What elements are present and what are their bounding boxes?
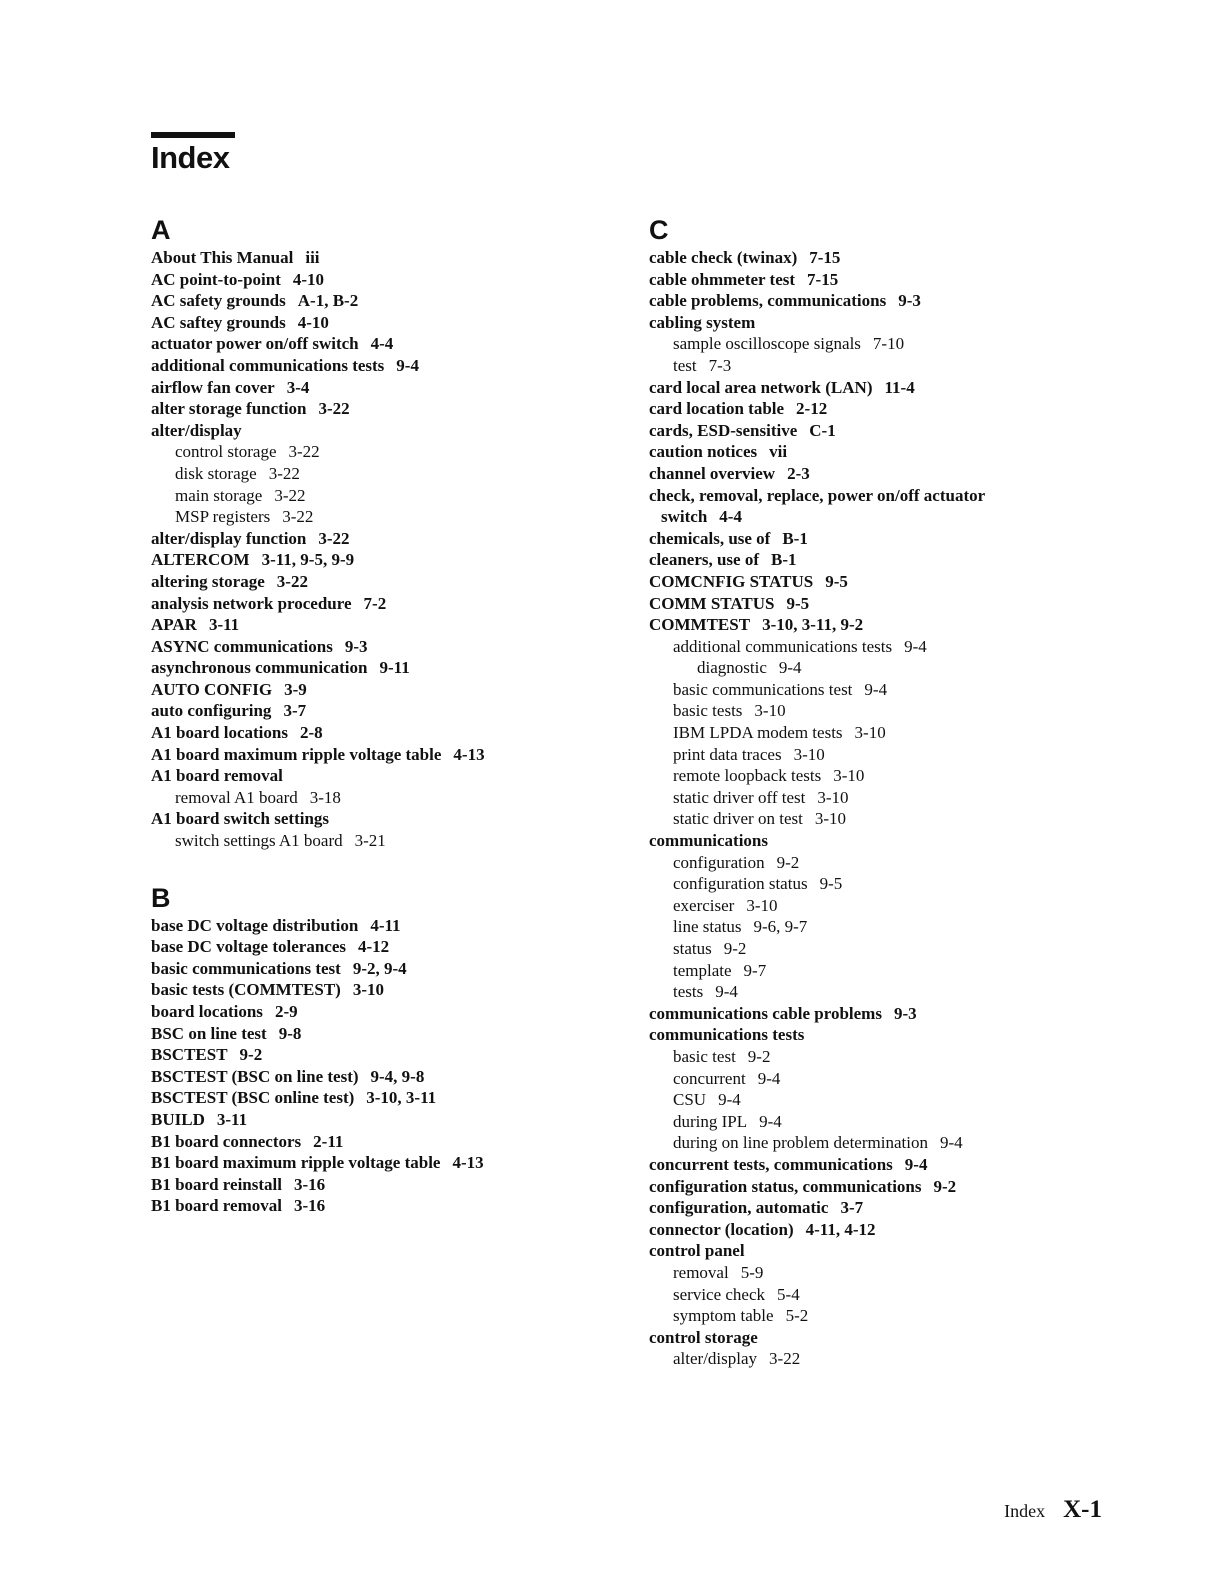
index-pages: 3-22 — [288, 442, 320, 462]
index-pages: 2-3 — [787, 463, 810, 483]
index-pages: 3-22 — [318, 399, 350, 419]
index-pages: 3-22 — [318, 528, 350, 548]
index-entry — [151, 398, 611, 420]
index-term: switch settings A1 board — [175, 831, 343, 851]
index-pages: 3-22 — [282, 507, 314, 527]
index-entry — [151, 420, 611, 442]
page-footer — [1004, 1494, 1102, 1527]
index-entry — [649, 1240, 1119, 1262]
index-term: communications tests — [649, 1025, 805, 1045]
index-entry — [151, 915, 611, 937]
index-term: AC point-to-point — [151, 269, 281, 289]
index-subentry — [151, 830, 611, 852]
index-pages: 4-13 — [453, 744, 485, 764]
index-subentry — [649, 722, 1119, 744]
index-pages: 4-4 — [719, 507, 742, 527]
index-pages: 9-3 — [898, 291, 921, 311]
index-subentry — [649, 355, 1119, 377]
index-entry — [151, 571, 611, 593]
index-pages: 4-12 — [358, 937, 390, 957]
index-subentry — [649, 808, 1119, 830]
index-subentry — [151, 787, 611, 809]
index-subentry — [649, 960, 1119, 982]
index-pages: 9-4 — [759, 1111, 782, 1131]
index-entry — [151, 333, 611, 355]
page-number: X-1 — [1063, 1496, 1102, 1523]
index-term: AC saftey grounds — [151, 312, 286, 332]
index-pages: 3-10 — [833, 766, 865, 786]
index-subentry — [649, 938, 1119, 960]
index-pages: 3-10 — [814, 809, 846, 829]
index-term: COMCNFIG STATUS — [649, 571, 814, 591]
index-entry — [151, 958, 611, 980]
index-pages: 3-10 — [352, 980, 384, 1000]
index-term: base DC voltage tolerances — [151, 937, 346, 957]
index-subentry — [649, 700, 1119, 722]
index-term: A1 board maximum ripple voltage table — [151, 744, 442, 764]
index-section-c — [649, 215, 1119, 1370]
index-term: static driver on test — [673, 809, 803, 829]
index-pages: 3-7 — [840, 1198, 864, 1218]
index-entry — [151, 269, 611, 291]
index-pages: 9-4 — [778, 658, 802, 678]
index-pages: 2-8 — [299, 723, 323, 743]
index-term: check, removal, replace, power on/off actuator — [649, 485, 986, 505]
index-subentry — [151, 441, 611, 463]
index-entry — [151, 765, 611, 787]
index-entry — [151, 549, 611, 571]
index-pages: 2-11 — [313, 1131, 344, 1151]
index-term: concurrent — [673, 1068, 746, 1088]
index-term: auto configuring — [151, 701, 272, 721]
index-pages: 9-4 — [715, 982, 738, 1002]
index-entry — [151, 636, 611, 658]
index-term: actuator power on/off switch — [151, 334, 359, 354]
index-column-left — [151, 215, 611, 1217]
index-term: B1 board removal — [151, 1196, 282, 1216]
index-pages: 3-9 — [284, 679, 307, 699]
index-term: diagnostic — [697, 658, 767, 678]
index-entry — [649, 1327, 1119, 1349]
index-term: static driver off test — [673, 787, 806, 807]
index-term: card location table — [649, 399, 785, 419]
index-subentry — [649, 873, 1119, 895]
index-pages: 4-11 — [370, 915, 401, 935]
index-subentry — [151, 485, 611, 507]
index-term: CSU — [673, 1090, 707, 1110]
index-pages: 5-4 — [777, 1284, 800, 1304]
index-term: line status — [673, 917, 742, 937]
index-entry — [649, 463, 1119, 485]
index-pages: 9-3 — [344, 636, 368, 656]
index-term: BSCTEST — [151, 1045, 228, 1065]
index-pages: 3-7 — [283, 701, 307, 721]
index-term: AUTO CONFIG — [151, 679, 273, 699]
index-pages: 3-10 — [793, 744, 825, 764]
index-entry — [151, 936, 611, 958]
index-entry — [649, 485, 1119, 507]
index-term: configuration status, communications — [649, 1176, 922, 1196]
index-term: B1 board connectors — [151, 1131, 302, 1151]
index-term: removal A1 board — [175, 787, 298, 807]
index-term: ASYNC communications — [151, 636, 333, 656]
index-term: A1 board removal — [151, 766, 283, 786]
index-subentry — [649, 679, 1119, 701]
index-term: control storage — [175, 442, 277, 462]
index-term: asynchronous communication — [151, 658, 368, 678]
index-pages: 9-5 — [819, 874, 843, 894]
index-pages: 3-22 — [276, 571, 308, 591]
index-entry — [151, 679, 611, 701]
index-term: symptom table — [673, 1306, 774, 1326]
index-pages: 7-15 — [807, 269, 839, 289]
index-pages: 5-9 — [740, 1262, 764, 1282]
index-subentry — [151, 506, 611, 528]
index-term: analysis network procedure — [151, 593, 352, 613]
index-entry — [649, 571, 1119, 593]
index-entry — [151, 1131, 611, 1153]
index-term: BSC on line test — [151, 1023, 267, 1043]
index-term: communications cable problems — [649, 1003, 882, 1023]
index-pages: 3-16 — [293, 1174, 326, 1194]
index-subentry — [649, 916, 1119, 938]
section-letter: A — [151, 215, 171, 245]
section-letter: C — [649, 215, 669, 245]
index-term: card local area network (LAN) — [649, 377, 873, 397]
index-entry — [151, 312, 611, 334]
index-term: removal — [673, 1262, 729, 1282]
index-term: basic communications test — [673, 679, 853, 699]
index-subentry — [649, 1284, 1119, 1306]
index-term: switch — [661, 507, 708, 527]
index-entry — [151, 1174, 611, 1196]
index-subentry — [649, 765, 1119, 787]
index-pages: 9-2 — [933, 1176, 957, 1196]
index-subentry — [649, 1262, 1119, 1284]
index-pages: 7-3 — [708, 355, 732, 375]
index-entry — [151, 1066, 611, 1088]
index-term: test — [673, 355, 697, 375]
index-pages: 9-2 — [239, 1045, 263, 1065]
index-entry — [151, 247, 611, 269]
footer-label: Index — [1004, 1501, 1046, 1521]
index-entry — [151, 1195, 611, 1217]
index-term: COMM STATUS — [649, 593, 775, 613]
index-pages: 9-6, 9-7 — [753, 917, 808, 937]
index-term: during IPL — [673, 1111, 748, 1131]
index-pages: 11-4 — [884, 377, 915, 397]
index-term: BUILD — [151, 1109, 205, 1129]
index-term: altering storage — [151, 571, 265, 591]
index-pages: 3-22 — [769, 1349, 801, 1369]
index-term: cable check (twinax) — [649, 248, 798, 267]
index-entry — [649, 830, 1119, 852]
index-term: channel overview — [649, 463, 776, 483]
index-term: COMMTEST — [649, 615, 751, 635]
index-term: control panel — [649, 1241, 745, 1261]
index-term: additional communications tests — [151, 355, 385, 375]
index-term: control storage — [649, 1327, 758, 1347]
index-pages: 4-10 — [292, 269, 325, 289]
index-entry — [649, 398, 1119, 420]
index-term: basic communications test — [151, 958, 341, 978]
index-pages: 4-4 — [370, 334, 394, 354]
index-pages: 3-10 — [854, 723, 886, 743]
page-title: Index — [151, 140, 230, 175]
index-term: ALTERCOM — [151, 550, 250, 570]
index-subentry — [649, 636, 1119, 658]
index-term: basic tests (COMMTEST) — [151, 980, 341, 1000]
index-entry — [649, 1154, 1119, 1176]
index-entry — [151, 593, 611, 615]
index-pages: 3-22 — [274, 485, 306, 505]
index-term: configuration — [673, 852, 765, 872]
index-term: disk storage — [175, 463, 257, 483]
index-pages: 3-4 — [286, 377, 310, 397]
index-term: sample oscilloscope signals — [673, 334, 861, 354]
index-term: cards, ESD-sensitive — [649, 420, 798, 440]
index-term: status — [673, 939, 712, 958]
index-pages: 9-2 — [747, 1046, 771, 1066]
index-entry — [151, 657, 611, 679]
index-subentry — [649, 1046, 1119, 1068]
index-term: About This Manual — [151, 248, 294, 267]
index-term: service check — [673, 1284, 766, 1304]
index-pages: 9-5 — [786, 593, 810, 613]
index-pages: 4-11, 4-12 — [805, 1219, 876, 1239]
index-entry — [649, 377, 1119, 399]
index-term: tests — [673, 982, 704, 1002]
index-pages: 3-10 — [754, 701, 786, 721]
index-entry — [649, 441, 1119, 463]
index-entry — [649, 1197, 1119, 1219]
index-entry — [649, 269, 1119, 291]
index-entry — [151, 722, 611, 744]
index-pages: 3-11, 9-5, 9-9 — [261, 550, 355, 570]
index-term: MSP registers — [175, 507, 271, 527]
index-term: BSCTEST (BSC on line test) — [151, 1066, 359, 1086]
index-subentry — [649, 787, 1119, 809]
index-entry — [649, 593, 1119, 615]
index-subentry — [649, 852, 1119, 874]
index-term: board locations — [151, 1002, 263, 1021]
index-term: cleaners, use of — [649, 550, 760, 570]
index-section-a — [151, 215, 611, 852]
index-pages: 4-13 — [452, 1153, 484, 1173]
index-term: main storage — [175, 485, 263, 505]
index-pages: C-1 — [809, 420, 836, 440]
index-pages: 7-15 — [809, 248, 841, 267]
index-entry — [151, 808, 611, 830]
index-entry — [151, 355, 611, 377]
index-entry — [151, 377, 611, 399]
index-term: concurrent tests, communications — [649, 1154, 893, 1174]
index-pages: 2-9 — [274, 1002, 298, 1021]
index-pages: 9-2, 9-4 — [352, 958, 407, 978]
index-pages: 3-18 — [309, 787, 341, 807]
index-subentry — [649, 1132, 1119, 1154]
index-pages: B-1 — [782, 528, 808, 548]
index-pages: 3-10 — [817, 787, 849, 807]
index-pages: 9-3 — [893, 1003, 917, 1023]
index-term: A1 board locations — [151, 723, 288, 743]
index-term: BSCTEST (BSC online test) — [151, 1088, 355, 1108]
index-pages: 9-4 — [904, 636, 927, 656]
index-term: cable problems, communications — [649, 291, 887, 311]
index-pages: 3-11 — [216, 1109, 248, 1129]
index-pages: 4-10 — [297, 312, 329, 332]
index-term: alter storage function — [151, 399, 307, 419]
index-term: B1 board reinstall — [151, 1174, 282, 1194]
index-entry-continuation — [649, 506, 1119, 528]
index-pages: 5-2 — [785, 1306, 809, 1326]
index-entry — [151, 614, 611, 636]
index-subentry — [151, 463, 611, 485]
index-entry — [649, 420, 1119, 442]
index-pages: 9-2 — [776, 852, 800, 872]
index-entry — [151, 1087, 611, 1109]
index-pages: 7-10 — [872, 334, 905, 354]
section-letter: B — [151, 882, 171, 913]
index-pages: 9-4 — [864, 679, 888, 699]
index-pages: 9-4 — [939, 1133, 963, 1153]
index-pages: 3-16 — [293, 1196, 326, 1216]
index-pages: 9-4, 9-8 — [370, 1066, 425, 1086]
index-entry — [151, 1044, 611, 1066]
index-term: AC safety grounds — [151, 291, 286, 311]
index-term: A1 board switch settings — [151, 809, 330, 829]
index-term: cabling system — [649, 312, 756, 332]
index-pages: 3-22 — [268, 463, 300, 483]
index-pages: 9-4 — [396, 355, 419, 375]
index-term: alter/display — [151, 420, 242, 440]
index-entry — [649, 247, 1119, 269]
index-column-right — [649, 215, 1119, 1370]
index-term: template — [673, 960, 732, 980]
index-subentry — [649, 1348, 1119, 1370]
index-entry — [151, 528, 611, 550]
index-entry — [649, 1176, 1119, 1198]
index-term: print data traces — [673, 744, 782, 764]
index-pages: 9-11 — [379, 658, 410, 678]
index-pages: vii — [769, 442, 788, 462]
index-entry — [649, 549, 1119, 571]
index-pages: 9-2 — [723, 939, 747, 958]
index-pages: 9-5 — [825, 571, 848, 591]
index-term: connector (location) — [649, 1219, 794, 1239]
index-entry — [151, 1152, 611, 1174]
index-pages: 3-10, 3-11, 9-2 — [762, 615, 864, 635]
index-subentry — [649, 895, 1119, 917]
index-entry — [151, 290, 611, 312]
index-term: alter/display function — [151, 528, 307, 548]
index-entry — [151, 1023, 611, 1045]
index-subsubentry — [649, 657, 1119, 679]
index-entry — [151, 700, 611, 722]
index-pages: iii — [305, 248, 320, 267]
index-pages: 9-4 — [904, 1154, 928, 1174]
index-pages: B-1 — [771, 550, 797, 570]
index-term: configuration, automatic — [649, 1198, 829, 1218]
index-term: caution notices — [649, 442, 758, 462]
index-pages: 9-4 — [757, 1068, 781, 1088]
index-term: exerciser — [673, 895, 735, 915]
index-term: IBM LPDA modem tests — [673, 723, 843, 743]
index-term: additional communications tests — [673, 636, 893, 656]
index-subentry — [649, 981, 1119, 1003]
index-pages: 9-7 — [743, 960, 767, 980]
index-term: communications — [649, 831, 768, 851]
index-term: configuration status — [673, 874, 808, 894]
index-term: APAR — [151, 615, 197, 635]
index-pages: 3-10, 3-11 — [366, 1088, 437, 1108]
index-term: cable ohmmeter test — [649, 269, 796, 289]
index-entry — [649, 528, 1119, 550]
index-entry — [649, 290, 1119, 312]
index-term: B1 board maximum ripple voltage table — [151, 1153, 441, 1173]
index-pages: 3-11 — [208, 615, 240, 635]
index-term: basic test — [673, 1046, 736, 1066]
index-entry — [649, 1003, 1119, 1025]
index-pages: 9-8 — [278, 1023, 302, 1043]
index-pages: 3-21 — [354, 831, 386, 851]
index-entry — [151, 979, 611, 1001]
index-entry — [151, 744, 611, 766]
index-pages: A-1, B-2 — [297, 291, 359, 311]
index-term: remote loopback tests — [673, 766, 822, 786]
index-term: basic tests — [673, 701, 743, 721]
index-entry — [649, 312, 1119, 334]
index-subentry — [649, 1068, 1119, 1090]
index-term: airflow fan cover — [151, 377, 275, 397]
index-term: base DC voltage distribution — [151, 915, 359, 935]
index-pages: 3-10 — [746, 895, 778, 915]
index-subentry — [649, 333, 1119, 355]
index-term: alter/display — [673, 1349, 758, 1369]
index-entry — [649, 1219, 1119, 1241]
index-subentry — [649, 1089, 1119, 1111]
index-term: during on line problem determination — [673, 1133, 928, 1153]
index-subentry — [649, 1305, 1119, 1327]
index-entry — [151, 1001, 611, 1023]
index-pages: 2-12 — [796, 399, 828, 419]
index-pages: 7-2 — [363, 593, 387, 613]
index-entry — [649, 1024, 1119, 1046]
index-pages: 9-4 — [718, 1090, 741, 1110]
index-term: chemicals, use of — [649, 528, 771, 548]
index-entry — [151, 1109, 611, 1131]
index-section-b — [151, 883, 611, 1217]
index-subentry — [649, 744, 1119, 766]
index-entry — [649, 614, 1119, 636]
index-subentry — [649, 1111, 1119, 1133]
